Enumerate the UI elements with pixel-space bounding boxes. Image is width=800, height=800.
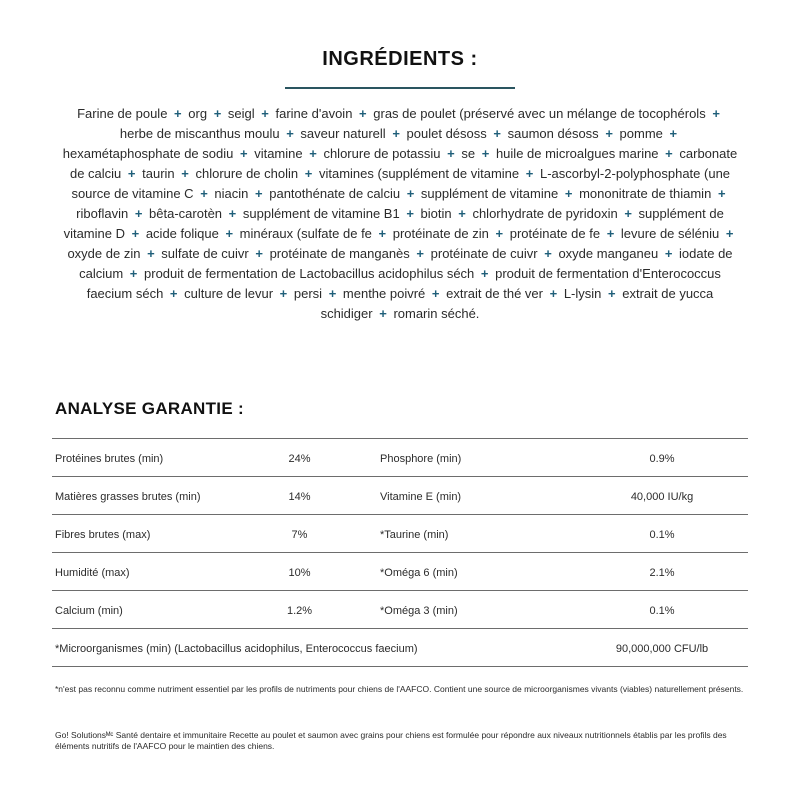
ingredient-item: chlorure de potassiu (323, 146, 441, 161)
ingredient-item: L-lysin (563, 286, 602, 301)
table-row (52, 629, 748, 667)
ingredient-item: supplément de vitamine (420, 186, 559, 201)
ingredient-item: biotin (420, 206, 452, 221)
plus-separator: + (725, 226, 734, 241)
ingredient-item: seigl (227, 106, 255, 121)
plus-separator: + (608, 286, 616, 301)
plus-separator: + (712, 106, 720, 121)
ingredient-item: minéraux (sulfate de fe (239, 226, 372, 241)
plus-separator: + (669, 126, 678, 141)
ingredient-item: L-ascorbyl-2-polyphosphate (une source de vitamine C (71, 166, 731, 201)
ingredient-item: culture de levur (184, 286, 274, 301)
nutrient-label: *Oméga 3 (min) (380, 605, 458, 617)
ingredient-item: org (188, 106, 208, 121)
plus-separator: + (447, 146, 455, 161)
ingredient-item: chlorure de cholin (195, 166, 299, 181)
ingredient-item: vitamine (254, 146, 303, 161)
nutrient-value: 40,000 IU/kg (630, 491, 694, 503)
plus-separator: + (406, 206, 414, 221)
plus-separator: + (225, 226, 234, 241)
plus-separator: + (147, 246, 155, 261)
nutrient-label: Humidité (max) (55, 567, 130, 579)
ingredient-item: se (461, 146, 476, 161)
ingredient-item: bêta-carotèn (149, 206, 223, 221)
plus-separator: + (359, 106, 367, 121)
nutrient-value: 0.1% (649, 529, 675, 541)
nutrient-value: 2.1% (649, 567, 675, 579)
plus-separator: + (309, 146, 317, 161)
plus-separator: + (228, 206, 237, 221)
plus-separator: + (480, 266, 489, 281)
nutrient-value: 14% (288, 491, 311, 503)
ingredient-item: herbe de miscanthus moulu (119, 126, 280, 141)
plus-separator: + (134, 206, 143, 221)
ingredient-item: vitamines (supplément de vitamine (318, 166, 520, 181)
ingredient-item: extrait de yucca schidiger (320, 286, 714, 321)
ingredient-item: supplément de vitamine D (63, 206, 724, 241)
plus-separator: + (495, 226, 504, 241)
nutrient-value: 10% (288, 567, 311, 579)
ingredient-item: acide folique (145, 226, 219, 241)
ingredient-item: persi (293, 286, 323, 301)
plus-separator: + (564, 186, 573, 201)
ingredient-item: poulet désoss (406, 126, 487, 141)
ingredient-item: mononitrate de thiamin (579, 186, 712, 201)
ingredient-item: gras de poulet (préservé avec un mélange de tocophérols (373, 106, 706, 121)
ingredient-item: riboflavin (76, 206, 129, 221)
nutrient-label: *Oméga 6 (min) (380, 567, 458, 579)
ingredient-item: protéinate de zin (392, 226, 489, 241)
ingredient-item: protéinate de fe (509, 226, 601, 241)
plus-separator: + (406, 186, 415, 201)
plus-separator: + (213, 106, 222, 121)
ingredient-item: produit de fermentation d'Enterococcus faecium séch (86, 266, 721, 301)
plus-separator: + (181, 166, 189, 181)
nutrient-label: Fibres brutes (max) (55, 529, 151, 541)
table-row (52, 515, 748, 553)
plus-separator: + (174, 106, 182, 121)
plus-separator: + (493, 126, 501, 141)
plus-separator: + (127, 166, 136, 181)
plus-separator: + (129, 266, 138, 281)
ingredient-item: sulfate de cuivr (161, 246, 249, 261)
ingredient-item: iodate de calcium (79, 246, 733, 281)
plus-separator: + (279, 286, 288, 301)
ingredient-item: produit de fermentation de Lactobacillus acidophilus séch (144, 266, 475, 281)
plus-separator: + (304, 166, 313, 181)
ingredient-item: huile de microalgues marine (495, 146, 659, 161)
ingredient-item: protéinate de manganès (269, 246, 410, 261)
analysis-table (52, 438, 748, 667)
plus-separator: + (169, 286, 178, 301)
nutrient-label: *Taurine (min) (380, 529, 449, 541)
plus-separator: + (605, 126, 613, 141)
plus-separator: + (261, 106, 269, 121)
footnote: *n'est pas reconnu comme nutriment essentiel par les profils de nutriments pour chiens de l'AAFCO. Contient une source de microorganismes vivants (viables) naturellement présents. (55, 684, 744, 694)
ingredient-item: taurin (142, 166, 175, 181)
ingredient-item: menthe poivré (342, 286, 426, 301)
plus-separator: + (606, 226, 615, 241)
nutrient-value: 90,000,000 CFU/lb (615, 643, 709, 655)
plus-separator: + (286, 126, 294, 141)
formulation-statement: Go! Solutionsᴹᶜ Santé dentaire et immunitaire Recette au poulet et saumon avec grains pour chiens est formulée pour répondre aux niveaux nutritionnels établis par les profils des éléments nutritifs de l'AAFCO pour le maintien des chiens. (55, 730, 727, 751)
plus-separator: + (717, 186, 726, 201)
ingredient-item: oxyde de zin (67, 246, 141, 261)
ingredient-item: romarin séché. (393, 306, 480, 321)
nutrient-label: Phosphore (min) (380, 453, 462, 465)
plus-separator: + (392, 126, 400, 141)
nutrient-label: Calcium (min) (55, 605, 123, 617)
table-row (52, 439, 748, 477)
ingredient-item: chlorhydrate de pyridoxin (472, 206, 618, 221)
plus-separator: + (664, 246, 673, 261)
plus-separator: + (328, 286, 337, 301)
ingredient-item: pomme (619, 126, 663, 141)
plus-separator: + (481, 146, 490, 161)
nutrient-value: 7% (291, 529, 308, 541)
nutrient-value: 1.2% (286, 605, 313, 617)
nutrient-label: *Microorganismes (min) (Lactobacillus acidophilus, Enterococcus faecium) (55, 643, 418, 655)
ingredients-list (60, 104, 740, 324)
nutrient-value: 24% (288, 453, 311, 465)
ingredient-item: protéinate de cuivr (430, 246, 538, 261)
ingredient-item: hexamétaphosphate de sodiu (62, 146, 234, 161)
plus-separator: + (624, 206, 632, 221)
nutrient-label: Matières grasses brutes (min) (55, 491, 201, 503)
nutrient-value: 0.1% (649, 605, 675, 617)
ingredient-item: niacin (214, 186, 249, 201)
ingredient-item: saumon désoss (507, 126, 599, 141)
ingredient-item: extrait de thé ver (446, 286, 543, 301)
plus-separator: + (255, 246, 263, 261)
nutrient-value: 0.9% (649, 453, 675, 465)
table-row (52, 553, 748, 591)
ingredient-item: saveur naturell (300, 126, 386, 141)
ingredient-item: carbonate de calciu (69, 146, 738, 181)
plus-separator: + (665, 146, 673, 161)
title-underline (285, 87, 515, 89)
plus-separator: + (378, 226, 387, 241)
plus-separator: + (379, 306, 387, 321)
plus-separator: + (239, 146, 248, 161)
ingredient-item: supplément de vitamine B1 (242, 206, 400, 221)
ingredient-item: levure de séléniu (620, 226, 720, 241)
ingredient-item: farine d'avoin (275, 106, 353, 121)
plus-separator: + (549, 286, 558, 301)
plus-separator: + (255, 186, 263, 201)
ingredients-title: INGRÉDIENTS : (322, 48, 478, 70)
plus-separator: + (200, 186, 208, 201)
ingredient-item: Farine de poule (77, 106, 168, 121)
plus-separator: + (525, 166, 534, 181)
plus-separator: + (416, 246, 425, 261)
plus-separator: + (431, 286, 440, 301)
nutrient-label: Protéines brutes (min) (55, 453, 164, 465)
table-row (52, 477, 748, 515)
analysis-title: ANALYSE GARANTIE : (55, 399, 244, 418)
ingredient-item: pantothénate de calciu (269, 186, 401, 201)
plus-separator: + (544, 246, 552, 261)
plus-separator: + (131, 226, 140, 241)
nutrient-label: Vitamine E (min) (380, 491, 462, 503)
plus-separator: + (458, 206, 466, 221)
table-row (52, 591, 748, 629)
ingredient-item: oxyde manganeu (558, 246, 659, 261)
